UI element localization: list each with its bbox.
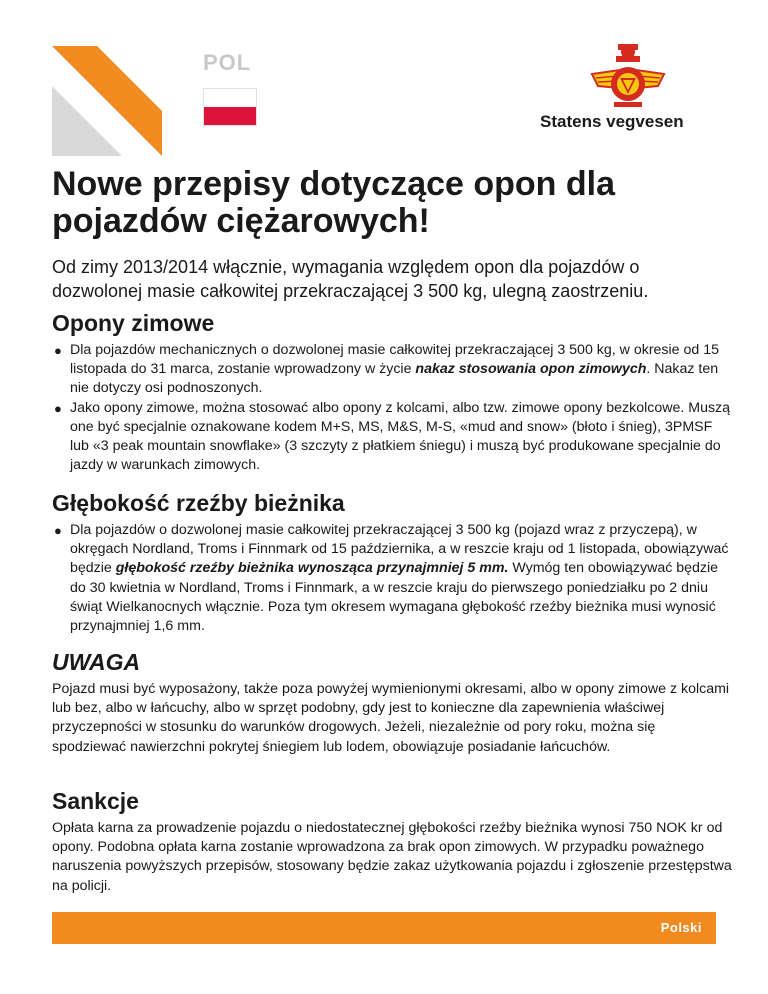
section-note	[52, 648, 732, 757]
footer-bar	[52, 912, 716, 944]
bullet-list	[52, 521, 732, 636]
section-heading: Sankcje	[52, 788, 139, 814]
section-tread-depth	[52, 489, 732, 636]
section-sanctions	[52, 787, 732, 896]
sanctions-paragraph: Opłata karna za prowadzenie pojazdu o niedostatecznej głębokości rzeźby bieżnika wynosi 750 NOK kr od opony. Podobna opłata karna zostanie wprowadzona za brak opon zimowych. W przypadku poważnego naruszenia powyższych przepisów, stosowany będzie zakaz użytkowania pojazdu i zgłoszenie przestępstwa na policji.	[52, 820, 732, 894]
bullet-icon: ●	[54, 400, 62, 416]
note-paragraph: Pojazd musi być wyposażony, także poza powyżej wymienionymi okresami, albo w opony zimowe z kolcami lub bez, albo w łańcuchy, albo w sprzęt podobny, gdy jest to konieczne dla zapewnienia właściwej przyczepności w stosunku do warunków drogowych. Jeżeli, niezależnie od pory roku, można się spodziewać nawierzchni pokrytej śniegiem lub lodem, obowiązuje posiadanie łańcuchów.	[52, 681, 730, 755]
footer-language-label: Polski	[660, 920, 702, 935]
section-heading: UWAGA	[52, 649, 141, 675]
section-heading: Opony zimowe	[52, 310, 215, 336]
poland-flag-icon	[203, 88, 257, 126]
intro-paragraph: Od zimy 2013/2014 włącznie, wymagania względem opon dla pojazdów o dozwolonej masie całkowitej przekraczającej 3 500 kg, ulegną zaostrzeniu.	[52, 257, 649, 301]
section-winter-tyres	[52, 309, 732, 475]
emphasis-text: głębokość rzeźby bieżnika wynosząca przynajmniej 5 mm.	[115, 560, 509, 577]
bullet-icon: ●	[54, 343, 62, 358]
svv-stripe-logo-icon	[52, 46, 162, 156]
page-title: Nowe przepisy dotyczące opon dla pojazdów ciężarowych!	[52, 165, 616, 240]
brand-name: Statens vegvesen	[540, 112, 684, 131]
section-heading: Głębokość rzeźby bieżnika	[52, 490, 345, 516]
list-item: ● Dla pojazdów mechanicznych o dozwolonej masie całkowitej przekraczającej 3 500 kg, w okresie od 15 listopada do 31 marca, zostanie wprowadzony w życie nakaz stosowania opon zimowych. Nakaz ten nie dotyczy osi podnoszonych.	[54, 342, 720, 397]
list-item: ● Dla pojazdów o dozwolonej masie całkowitej przekraczającej 3 500 kg (pojazd wraz z przyczepą), w okręgach Nordland, Troms i Finnmark od 15 października, a w reszcie kraju od 1 listopada, obowiązywać będzie głębokość rzeźby bieżnika wynosząca przynajmniej 5 mm. Wymóg ten obowiązywać będzie do 30 kwietnia w Nordland, Troms i Finnmark, a w reszcie kraju do pierwszego poniedziałku po 2 dniu świąt Wielkanocnych włącznie. Poza tym okresem wymagana głębokość rzeźby bieżnika musi wynosić przynajmniej 1,6 mm.	[54, 522, 729, 635]
list-item: ● Jako opony zimowe, można stosować albo opony z kolcami, albo tzw. zimowe opony bezkolcowe. Muszą one być specjalnie oznakowane kodem M+S, MS, M&S, M-S, «mud and snow» (błoto i śnieg), 3PMSF lub «3 peak mountain snowflake» (3 szczyty z płatkiem śniegu) i muszą być produkowane specjalnie do jazdy w warunkach zimowych.	[54, 399, 731, 474]
emphasis-text: nakaz stosowania opon zimowych	[415, 361, 647, 378]
language-code: POL	[203, 50, 252, 75]
bullet-list	[52, 341, 732, 475]
bullet-icon: ●	[54, 523, 62, 538]
statens-vegvesen-emblem-icon	[590, 42, 666, 118]
